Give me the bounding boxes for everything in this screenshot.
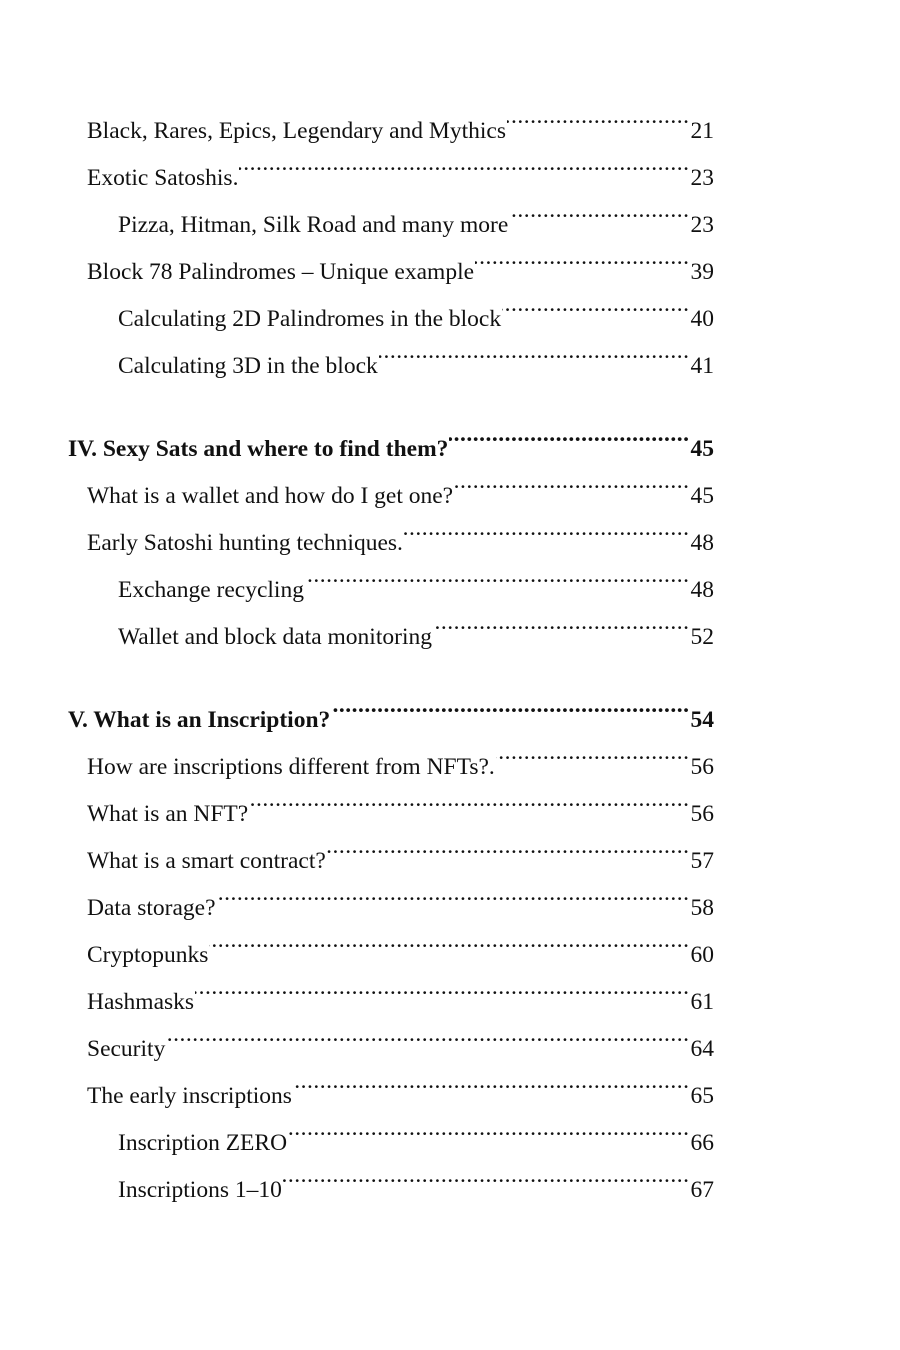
toc-entry[interactable] — [68, 885, 714, 932]
toc-entry[interactable] — [68, 473, 714, 520]
toc-entry-page: 52 — [690, 624, 714, 650]
toc-entry-title: IV. Sexy Sats and where to find them? — [68, 436, 449, 462]
toc-entry-page: 39 — [690, 259, 714, 285]
toc-entry-title: The early inscriptions — [87, 1083, 292, 1109]
dot-leader — [509, 209, 689, 233]
dot-leader — [327, 845, 690, 869]
toc-entry-title: Cryptopunks — [87, 942, 209, 968]
toc-entry-page: 67 — [690, 1177, 714, 1203]
toc-entry-page: 21 — [690, 118, 714, 144]
toc-entry-page: 54 — [690, 707, 714, 733]
toc-entry-title: Exotic Satoshis. — [87, 165, 239, 191]
toc-entry-title: What is an NFT? — [87, 801, 249, 827]
toc-entry-title: Hashmasks — [87, 989, 195, 1015]
dot-leader — [433, 621, 690, 645]
toc-entry[interactable] — [68, 155, 714, 202]
toc-entry-page: 57 — [690, 848, 714, 874]
toc-chapter-entry[interactable] — [68, 426, 714, 473]
toc-entry-title: Calculating 3D in the block — [118, 353, 378, 379]
toc-entry-page: 56 — [690, 754, 714, 780]
dot-leader — [331, 704, 689, 728]
dot-leader — [283, 1174, 690, 1198]
toc-entry-page: 48 — [690, 530, 714, 556]
dot-leader — [379, 350, 690, 374]
dot-leader — [209, 939, 689, 963]
toc-entry-page: 64 — [690, 1036, 714, 1062]
table-of-contents — [68, 108, 714, 1214]
toc-entry[interactable] — [68, 1026, 714, 1073]
toc-entry-page: 60 — [690, 942, 714, 968]
dot-leader — [404, 527, 690, 551]
toc-entry[interactable] — [68, 567, 714, 614]
toc-entry[interactable] — [68, 791, 714, 838]
dot-leader — [249, 798, 689, 822]
dot-leader — [288, 1127, 689, 1151]
toc-entry-page: 48 — [690, 577, 714, 603]
toc-entry-title: V. What is an Inscription? — [68, 707, 331, 733]
toc-entry-title: Inscription ZERO — [118, 1130, 288, 1156]
toc-entry[interactable] — [68, 614, 714, 661]
toc-entry-title: What is a wallet and how do I get one? — [87, 483, 454, 509]
toc-entry[interactable] — [68, 108, 714, 155]
dot-leader — [454, 480, 689, 504]
toc-entry[interactable] — [68, 296, 714, 343]
toc-entry[interactable] — [68, 838, 714, 885]
toc-entry-title: Wallet and block data monitoring — [118, 624, 432, 650]
dot-leader — [217, 892, 690, 916]
dot-leader — [305, 574, 690, 598]
toc-entry-title: What is a smart contract? — [87, 848, 326, 874]
dot-leader — [239, 162, 689, 186]
toc-entry-page: 23 — [690, 212, 714, 238]
toc-entry[interactable] — [68, 202, 714, 249]
dot-leader — [195, 986, 689, 1010]
toc-entry[interactable] — [68, 979, 714, 1026]
toc-entry-title: How are inscriptions different from NFTs?. — [87, 754, 495, 780]
toc-entry-page: 56 — [690, 801, 714, 827]
toc-entry-title: Early Satoshi hunting techniques. — [87, 530, 403, 556]
toc-entry[interactable] — [68, 343, 714, 390]
toc-entry[interactable] — [68, 520, 714, 567]
dot-leader — [496, 751, 690, 775]
dot-leader — [293, 1080, 690, 1104]
toc-entry-title: Black, Rares, Epics, Legendary and Mythics — [87, 118, 506, 144]
toc-entry[interactable] — [68, 932, 714, 979]
toc-entry-page: 41 — [690, 353, 714, 379]
toc-entry-title: Exchange recycling — [118, 577, 304, 603]
dot-leader — [475, 256, 689, 280]
toc-entry[interactable] — [68, 1120, 714, 1167]
toc-entry-title: Block 78 Palindromes – Unique example — [87, 259, 475, 285]
toc-entry-page: 23 — [690, 165, 714, 191]
toc-entry-page: 45 — [690, 436, 714, 462]
toc-entry[interactable] — [68, 1167, 714, 1214]
toc-entry-page: 65 — [690, 1083, 714, 1109]
toc-entry-title: Security — [87, 1036, 166, 1062]
toc-chapter-entry[interactable] — [68, 697, 714, 744]
toc-entry[interactable] — [68, 744, 714, 791]
dot-leader — [166, 1033, 689, 1057]
toc-entry-title: Calculating 2D Palindromes in the block — [118, 306, 502, 332]
toc-entry[interactable] — [68, 1073, 714, 1120]
dot-leader — [449, 433, 689, 457]
toc-entry-page: 66 — [690, 1130, 714, 1156]
toc-entry-title: Pizza, Hitman, Silk Road and many more — [118, 212, 509, 238]
toc-entry-page: 45 — [690, 483, 714, 509]
toc-entry-page: 40 — [690, 306, 714, 332]
toc-entry-page: 58 — [690, 895, 714, 921]
dot-leader — [502, 303, 689, 327]
toc-entry-page: 61 — [690, 989, 714, 1015]
toc-entry-title: Inscriptions 1–10 — [118, 1177, 282, 1203]
toc-entry[interactable] — [68, 249, 714, 296]
dot-leader — [507, 115, 690, 139]
toc-entry-title: Data storage? — [87, 895, 216, 921]
